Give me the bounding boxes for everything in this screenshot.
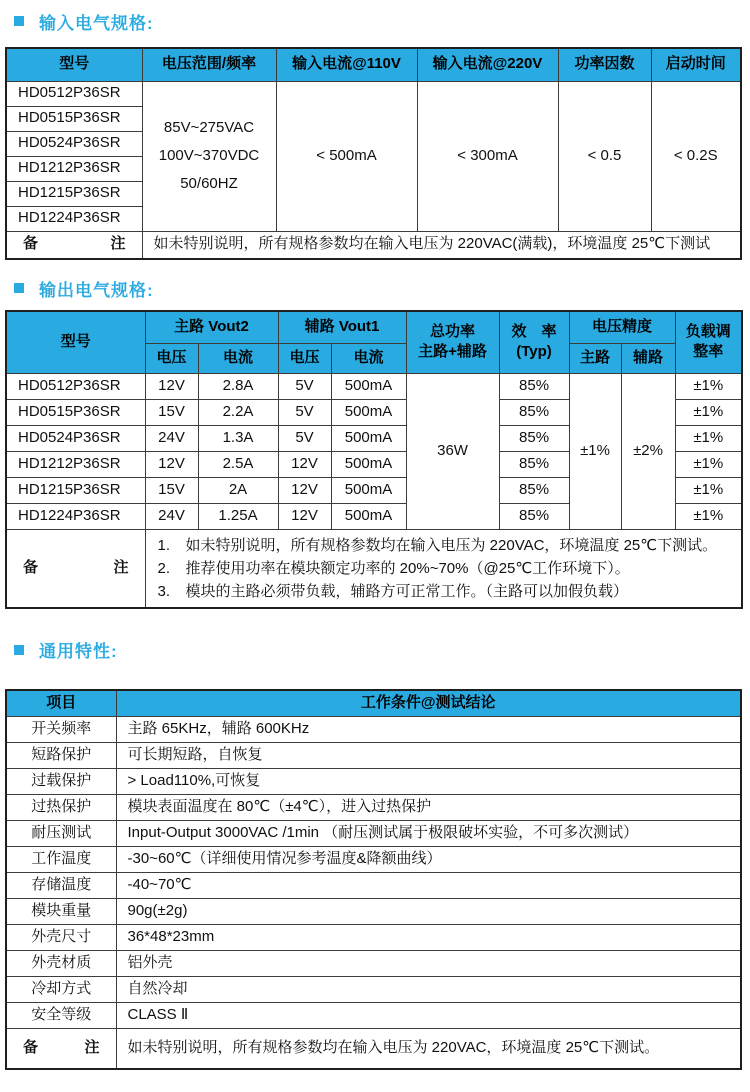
startup-time-cell: < 0.2S <box>651 81 741 231</box>
table-row <box>6 81 741 106</box>
table-row <box>6 743 741 769</box>
efficiency-cell: 85% <box>499 425 569 451</box>
col-header-current-220: 输入电流@220V <box>417 48 558 81</box>
table-row <box>6 873 741 899</box>
section-title-general <box>14 639 750 661</box>
subheader-current: 电流 <box>198 343 278 373</box>
col-header-load-regulation <box>675 311 742 373</box>
model-cell: HD1224P36SR <box>6 503 145 529</box>
model-cell: HD1215P36SR <box>6 477 145 503</box>
main-voltage-cell: 15V <box>145 399 198 425</box>
precision-main-cell: ±1% <box>569 373 621 529</box>
note-number: 1. <box>157 536 171 554</box>
load-reg-cell: ±1% <box>675 425 742 451</box>
item-cell: 耐压测试 <box>6 821 116 847</box>
efficiency-cell: 85% <box>499 503 569 529</box>
table-row <box>6 899 741 925</box>
aux-current-cell: 500mA <box>331 373 406 399</box>
output-specs-table <box>5 310 743 609</box>
value-cell: > Load110%,可恢复 <box>116 769 741 795</box>
model-cell: HD0512P36SR <box>6 373 145 399</box>
note-text: 模块的主路必须带负载，辅路方可正常工作。（主路可以加假负载） <box>185 582 629 600</box>
efficiency-cell: 85% <box>499 477 569 503</box>
col-header-startup-time: 启动时间 <box>651 48 741 81</box>
note-row <box>6 231 741 259</box>
aux-voltage-cell: 12V <box>278 477 331 503</box>
efficiency-line2: (Typ) <box>516 343 552 361</box>
load-reg-cell: ±1% <box>675 373 742 399</box>
main-voltage-cell: 15V <box>145 477 198 503</box>
model-cell: HD0512P36SR <box>6 81 142 106</box>
model-cell: HD1212P36SR <box>6 451 145 477</box>
total-power-line2: 主路+辅路 <box>418 343 487 361</box>
aux-voltage-cell: 5V <box>278 373 331 399</box>
note-label-right: 注 <box>110 235 126 253</box>
note-text: 推荐使用功率在模块额定功率的 20%~70%（@25℃工作环境下）。 <box>185 559 630 577</box>
item-cell: 过载保护 <box>6 769 116 795</box>
header-row <box>6 690 741 717</box>
main-voltage-cell: 12V <box>145 451 198 477</box>
note-text: 如未特别说明，所有规格参数均在输入电压为 220VAC，环境温度 25℃下测试。 <box>185 536 718 554</box>
main-current-cell: 1.3A <box>198 425 278 451</box>
col-header-item: 项目 <box>6 690 116 717</box>
item-cell: 短路保护 <box>6 743 116 769</box>
note-line <box>158 557 742 580</box>
model-cell: HD1215P36SR <box>6 181 142 206</box>
note-label-right: 注 <box>113 558 129 576</box>
col-header-model: 型号 <box>6 311 145 373</box>
note-label-left: 备 <box>23 558 39 576</box>
subheader-main: 主路 <box>569 343 621 373</box>
note-label-right: 注 <box>84 1038 100 1056</box>
value-cell: 主路 65KHz，辅路 600KHz <box>116 717 741 743</box>
value-cell: Input-Output 3000VAC /1min （耐压测试属于极限破坏实验，不可多次测试） <box>116 821 741 847</box>
main-current-cell: 2.2A <box>198 399 278 425</box>
load-reg-cell: ±1% <box>675 503 742 529</box>
table-row <box>6 373 742 399</box>
col-header-current-110: 输入电流@110V <box>276 48 417 81</box>
model-cell: HD0515P36SR <box>6 399 145 425</box>
main-voltage-cell: 24V <box>145 503 198 529</box>
load-reg-line1: 负载调 <box>685 323 731 341</box>
main-current-cell: 2.5A <box>198 451 278 477</box>
aux-current-cell: 500mA <box>331 503 406 529</box>
load-reg-cell: ±1% <box>675 451 742 477</box>
value-cell: 可长期短路，自恢复 <box>116 743 741 769</box>
subheader-current: 电流 <box>331 343 406 373</box>
item-cell: 模块重量 <box>6 899 116 925</box>
section-title-input <box>14 10 750 32</box>
note-label-left: 备 <box>23 1038 39 1056</box>
efficiency-cell: 85% <box>499 373 569 399</box>
note-number: 2. <box>157 559 171 577</box>
note-line <box>158 534 742 557</box>
section-title-text: 输出电气规格: <box>39 280 154 300</box>
subheader-aux: 辅路 <box>621 343 675 373</box>
item-cell: 外壳尺寸 <box>6 925 116 951</box>
col-header-total-power <box>406 311 499 373</box>
model-cell: HD0524P36SR <box>6 425 145 451</box>
col-header-efficiency <box>499 311 569 373</box>
col-header-aux-vout1: 辅路 Vout1 <box>278 311 406 343</box>
power-factor-cell: < 0.5 <box>558 81 651 231</box>
total-power-cell: 36W <box>406 373 499 529</box>
note-number: 3. <box>157 582 171 600</box>
load-reg-cell: ±1% <box>675 399 742 425</box>
model-cell: HD1224P36SR <box>6 206 142 231</box>
input-specs-table <box>5 47 742 260</box>
item-cell: 过热保护 <box>6 795 116 821</box>
item-cell: 开关频率 <box>6 717 116 743</box>
table-row <box>6 769 741 795</box>
aux-current-cell: 500mA <box>331 399 406 425</box>
square-bullet-icon <box>14 283 24 293</box>
value-cell: 90g(±2g) <box>116 899 741 925</box>
note-text-cell: 如未特别说明，所有规格参数均在输入电压为 220VAC，环境温度 25℃下测试。 <box>116 1029 741 1069</box>
item-cell: 冷却方式 <box>6 977 116 1003</box>
precision-aux-cell: ±2% <box>621 373 675 529</box>
col-header-main-vout2: 主路 Vout2 <box>145 311 278 343</box>
table-row <box>6 795 741 821</box>
efficiency-cell: 85% <box>499 451 569 477</box>
table-row <box>6 1003 741 1029</box>
table-row <box>6 925 741 951</box>
subheader-voltage: 电压 <box>145 343 198 373</box>
note-row <box>6 529 742 608</box>
load-reg-cell: ±1% <box>675 477 742 503</box>
square-bullet-icon <box>14 16 24 26</box>
aux-voltage-cell: 12V <box>278 451 331 477</box>
value-cell: -40~70℃ <box>116 873 741 899</box>
header-row <box>6 48 741 81</box>
value-cell: 模块表面温度在 80℃（±4℃），进入过热保护 <box>116 795 741 821</box>
voltage-range-line: 50/60HZ <box>180 175 238 192</box>
aux-current-cell: 500mA <box>331 425 406 451</box>
section-title-text: 输入电气规格: <box>39 13 154 33</box>
main-current-cell: 2A <box>198 477 278 503</box>
voltage-range-cell <box>142 81 276 231</box>
col-header-power-factor: 功率因数 <box>558 48 651 81</box>
aux-current-cell: 500mA <box>331 451 406 477</box>
current-220-cell: < 300mA <box>417 81 558 231</box>
main-current-cell: 1.25A <box>198 503 278 529</box>
voltage-range-line: 85V~275VAC <box>163 119 255 136</box>
item-cell: 安全等级 <box>6 1003 116 1029</box>
efficiency-line1: 效 率 <box>511 323 557 341</box>
section-title-text: 通用特性: <box>39 642 118 661</box>
col-header-model: 型号 <box>6 48 142 81</box>
aux-voltage-cell: 12V <box>278 503 331 529</box>
main-voltage-cell: 24V <box>145 425 198 451</box>
total-power-line1: 总功率 <box>430 323 476 341</box>
note-label-cell <box>6 529 145 608</box>
note-text-cell: 如未特别说明，所有规格参数均在输入电压为 220VAC(满载)，环境温度 25℃下测试 <box>142 231 741 259</box>
note-label-cell <box>6 1029 116 1069</box>
subheader-voltage: 电压 <box>278 343 331 373</box>
value-cell: 自然冷却 <box>116 977 741 1003</box>
note-label-cell <box>6 231 142 259</box>
col-header-voltage-range: 电压范围/频率 <box>142 48 276 81</box>
aux-voltage-cell: 5V <box>278 399 331 425</box>
model-cell: HD0515P36SR <box>6 106 142 131</box>
note-label-left: 备 <box>23 235 39 253</box>
table-row <box>6 977 741 1003</box>
value-cell: 36*48*23mm <box>116 925 741 951</box>
header-row <box>6 311 742 343</box>
table-row <box>6 717 741 743</box>
main-current-cell: 2.8A <box>198 373 278 399</box>
value-cell: 铝外壳 <box>116 951 741 977</box>
note-row <box>6 1029 741 1069</box>
efficiency-cell: 85% <box>499 399 569 425</box>
item-cell: 存储温度 <box>6 873 116 899</box>
current-110-cell: < 500mA <box>276 81 417 231</box>
general-specs-table <box>5 689 742 1070</box>
section-title-output <box>14 277 750 299</box>
note-line <box>158 580 742 603</box>
note-text-cell <box>145 529 742 608</box>
square-bullet-icon <box>14 645 24 655</box>
table-row <box>6 951 741 977</box>
voltage-range-line: 100V~370VDC <box>158 147 260 164</box>
aux-current-cell: 500mA <box>331 477 406 503</box>
model-cell: HD1212P36SR <box>6 156 142 181</box>
aux-voltage-cell: 5V <box>278 425 331 451</box>
load-reg-line2: 整率 <box>693 343 724 361</box>
value-cell: -30~60℃（详细使用情况参考温度&降额曲线） <box>116 847 741 873</box>
value-cell: CLASS Ⅱ <box>116 1003 741 1029</box>
main-voltage-cell: 12V <box>145 373 198 399</box>
table-row <box>6 821 741 847</box>
item-cell: 工作温度 <box>6 847 116 873</box>
table-row <box>6 847 741 873</box>
col-header-voltage-precision: 电压精度 <box>569 311 675 343</box>
col-header-condition: 工作条件@测试结论 <box>116 690 741 717</box>
item-cell: 外壳材质 <box>6 951 116 977</box>
model-cell: HD0524P36SR <box>6 131 142 156</box>
